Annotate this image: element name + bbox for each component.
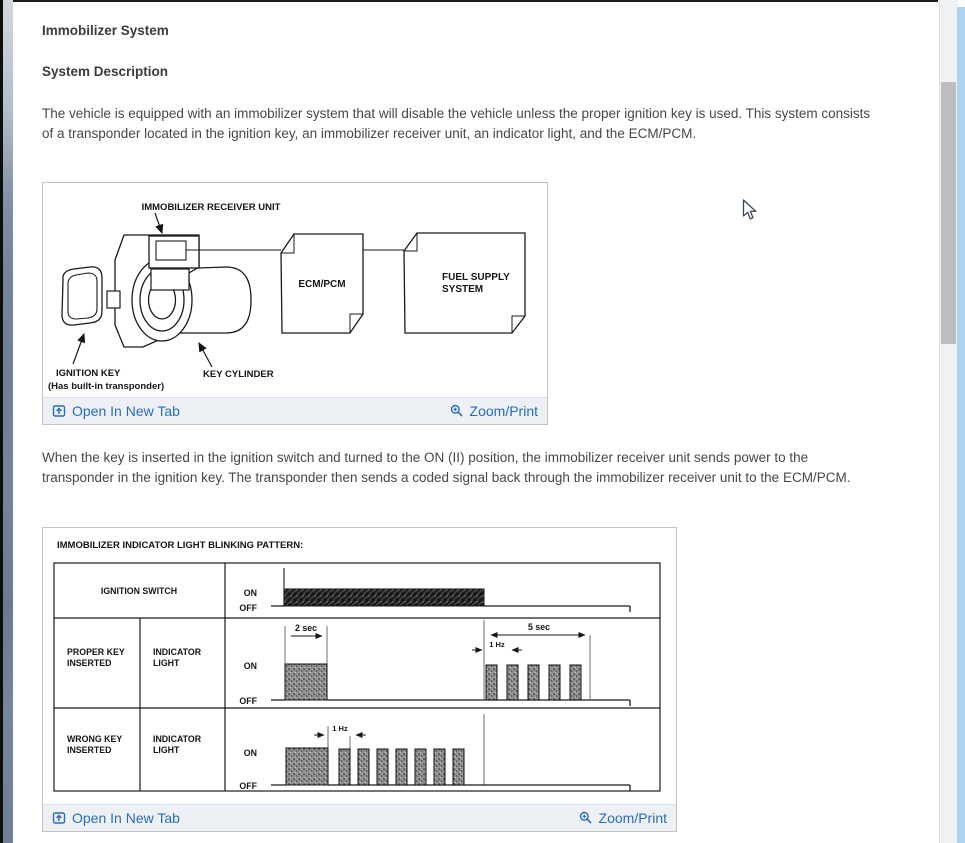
zoom-print-icon xyxy=(579,811,593,825)
label-wrong-key-2: INSERTED xyxy=(67,745,112,755)
waveform-wrong-key xyxy=(271,714,630,791)
paragraph-line: When the key is inserted in the ignition switch and turned to the ON (II) position, the immobilizer receiver unit sends power to the xyxy=(42,450,809,465)
window-top-border xyxy=(0,0,938,2)
label-indicator-light-4: LIGHT xyxy=(153,745,180,755)
label-proper-key-2: INSERTED xyxy=(67,658,112,668)
zoom-print-link[interactable] xyxy=(450,403,538,419)
off-label: OFF xyxy=(239,781,257,791)
left-window-strip xyxy=(3,0,13,843)
label-indicator-light: INDICATOR xyxy=(153,647,202,657)
waveform-proper-key xyxy=(271,620,630,706)
scrollbar-thumb[interactable] xyxy=(941,82,956,344)
description-paragraph xyxy=(42,104,932,144)
operation-paragraph xyxy=(42,448,932,488)
one-hz-label-2: 1 Hz xyxy=(332,724,348,733)
label-immobilizer-receiver-unit: IMMOBILIZER RECEIVER UNIT xyxy=(141,202,281,213)
on-label: ON xyxy=(243,588,257,598)
immobilizer-system-diagram xyxy=(43,183,547,398)
off-label: OFF xyxy=(239,696,257,706)
five-sec-label: 5 sec xyxy=(527,622,551,632)
on-label: ON xyxy=(243,661,257,671)
label-fuel-supply-2: SYSTEM xyxy=(442,284,484,295)
zoom-print-label: Zoom/Print xyxy=(598,810,667,826)
open-in-new-tab-icon xyxy=(52,811,66,825)
section-heading: System Description xyxy=(42,64,169,79)
page-title: Immobilizer System xyxy=(42,23,169,38)
figure-immobilizer-system xyxy=(42,182,548,425)
open-in-new-tab-link[interactable] xyxy=(52,403,180,419)
zoom-print-icon xyxy=(450,404,464,418)
open-in-new-tab-icon xyxy=(52,404,66,418)
zoom-print-link[interactable] xyxy=(579,810,667,826)
on-label: ON xyxy=(243,748,257,758)
paragraph-line: The vehicle is equipped with an immobilizer system that will disable the vehicle unless the proper ignition key is used. This system consists xyxy=(42,106,871,121)
label-proper-key: PROPER KEY xyxy=(67,647,125,657)
label-ignition-key-sub: (Has built-in transponder) xyxy=(48,381,165,392)
mouse-cursor-icon xyxy=(742,199,762,223)
label-key-cylinder: KEY CYLINDER xyxy=(203,369,274,380)
label-ecm-pcm: ECM/PCM xyxy=(298,279,346,290)
right-window-strip xyxy=(957,7,965,843)
figure-toolbar xyxy=(43,804,676,831)
two-sec-label: 2 sec xyxy=(294,623,318,633)
figure-toolbar xyxy=(43,397,547,424)
zoom-print-label: Zoom/Print xyxy=(469,403,538,419)
figure-blinking-pattern xyxy=(42,527,677,832)
waveform-ignition-switch xyxy=(271,568,630,612)
open-in-new-tab-label: Open In New Tab xyxy=(72,810,180,826)
label-ignition-switch: IGNITION SWITCH xyxy=(100,586,178,596)
off-label: OFF xyxy=(239,603,257,613)
label-indicator-light-2: LIGHT xyxy=(153,658,180,668)
label-fuel-supply: FUEL SUPPLY xyxy=(442,272,510,283)
open-in-new-tab-link[interactable] xyxy=(52,810,180,826)
label-indicator-light-3: INDICATOR xyxy=(153,734,202,744)
blinking-pattern-title: IMMOBILIZER INDICATOR LIGHT BLINKING PATTERN: xyxy=(57,540,304,551)
blinking-pattern-diagram xyxy=(43,528,676,806)
paragraph-line: of a transponder located in the ignition key, an immobilizer receiver unit, an indicator light, and the ECM/PCM. xyxy=(42,126,697,141)
paragraph-line: transponder in the ignition key. The transponder then sends a coded signal back through the immobilizer receiver unit to the ECM/PCM. xyxy=(42,470,851,485)
one-hz-label: 1 Hz xyxy=(489,640,505,649)
open-in-new-tab-label: Open In New Tab xyxy=(72,403,180,419)
label-wrong-key: WRONG KEY xyxy=(67,734,123,744)
label-ignition-key: IGNITION KEY xyxy=(56,368,121,379)
